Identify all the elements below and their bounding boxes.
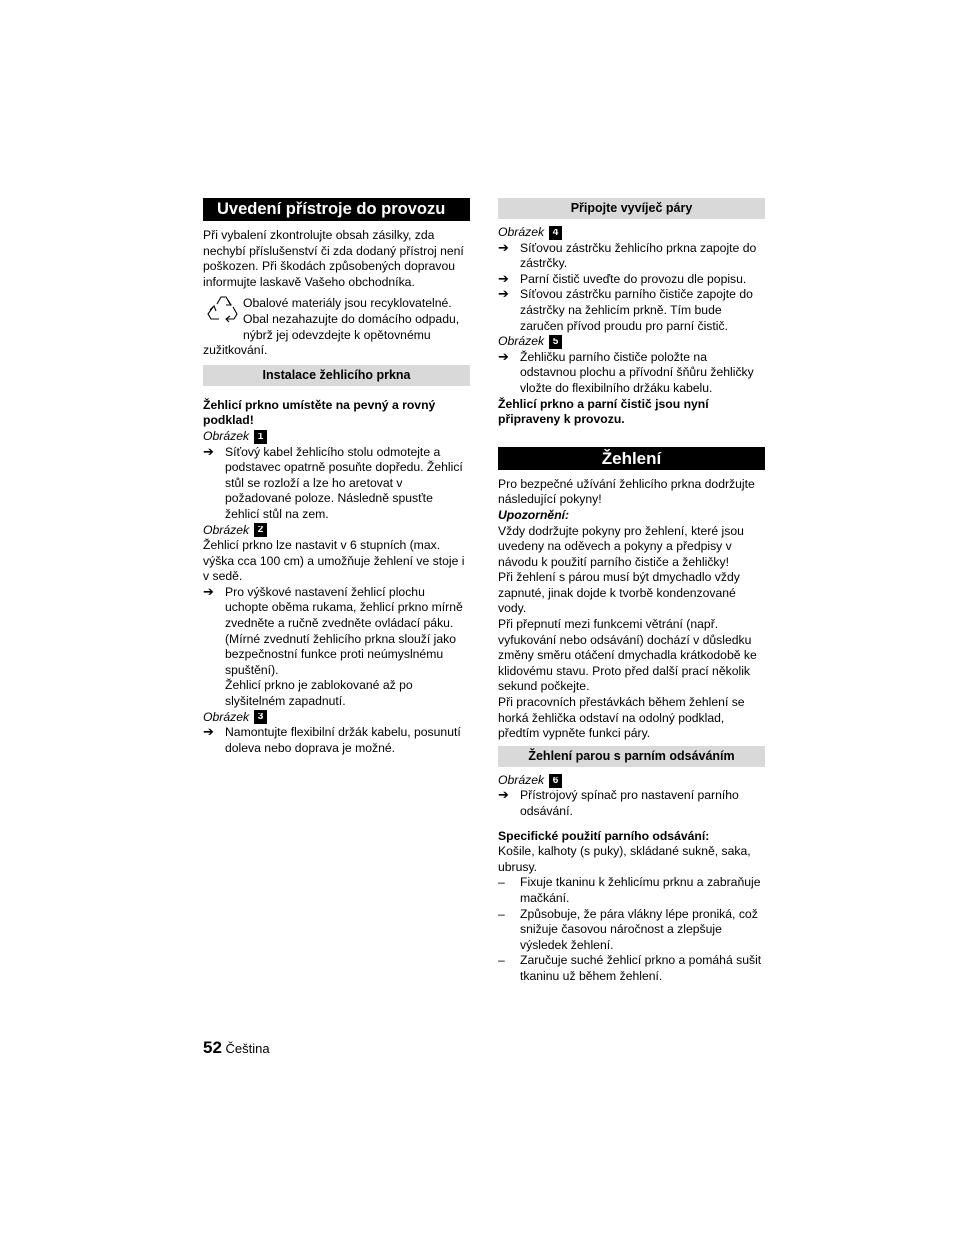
arrow-right-icon: ➔ — [498, 287, 509, 303]
heading-steam-suction: Žehlení parou s parním odsáváním — [498, 746, 765, 767]
step-item: ➔ Síťovou zástrčku žehlicího prkna zapojte do zástrčky. — [498, 240, 757, 271]
arrow-right-icon: ➔ — [203, 444, 214, 460]
arrow-right-icon: ➔ — [203, 725, 214, 741]
arrow-right-icon: ➔ — [498, 349, 509, 365]
heading-ironing: Žehlení — [498, 447, 765, 470]
warning-text-1: Vždy dodržujte pokyny pro žehlení, které jsou uvedeny na oděvech a pokyny a předpisy v návodu k použití parního čističe a žehličky! — [498, 523, 744, 569]
specific-use-label: Specifické použití parního odsávání: — [498, 828, 710, 843]
warning-text-2: Při žehlení s párou musí být dmychadlo vždy zapnuté, jinak dojde k tvorbě kondenzované vody. — [498, 570, 740, 616]
clothes-list: Košile, kalhoty (s puky), skládané sukně, saka, ubrusy. — [498, 844, 751, 874]
warning-text-4: Při pracovních přestávkách během žehlení se horká žehlička odstaví na odolný podklad, předtím vypněte funkci páry. — [498, 695, 745, 741]
arrow-right-icon: ➔ — [203, 584, 214, 600]
list-item: – Fixuje tkaninu k žehlicímu prknu a zabraňuje mačkání. — [498, 875, 761, 905]
recycle-note — [203, 296, 470, 343]
arrow-right-icon: ➔ — [498, 240, 509, 256]
step-item: ➔ Pro výškové nastavení žehlicí plochu uchopte oběma rukama, žehlicí prkno mírně zvedněte a ručně zvedněte ovládací páku. (Mírné zvednutí žehlicího prkna slouží jako bezpečnostní funkce proti neúmyslnému spuštění). — [203, 584, 463, 677]
placement-warning: Žehlicí prkno umístěte na pevný a rovný podklad! — [203, 397, 436, 428]
arrow-right-icon: ➔ — [498, 271, 509, 287]
figure-ref-2: Obrázek 2 — [203, 523, 470, 539]
figure-ref-3: Obrázek 3 — [203, 710, 470, 726]
page-number: 52 — [203, 1038, 222, 1057]
list-item: – Zaručuje suché žehlicí prkno a pomáhá sušit tkaninu už během žehlení. — [498, 953, 762, 983]
list-item: – Způsobuje, že pára vlákny lépe proniká, což snižuje časovou náročnost a zlepšuje výsledek žehlení. — [498, 906, 758, 952]
figure-number-badge: 3 — [254, 710, 267, 724]
intro-paragraph: Při vybalení zkontrolujte obsah zásilky, zda nechybí příslušenství či zda dodaný přístroj není poškozen. Při škodách způsobených dopravou informujte laskavě Vašeho obchodníka. — [203, 228, 464, 289]
right-column — [498, 198, 765, 985]
heading-commissioning: Uvedení přístroje do provozu — [203, 198, 470, 221]
ironing-intro: Pro bezpečné užívání žehlicího prkna dodržujte následující pokyny! — [498, 476, 755, 507]
step-item: ➔ Přístrojový spínač pro nastavení parního odsávání. — [498, 788, 739, 818]
ready-statement: Žehlicí prkno a parní čistič jsou nyní připraveny k provozu. — [498, 396, 709, 427]
figure-ref-6: Obrázek 6 — [498, 773, 765, 789]
page-footer — [203, 1040, 270, 1057]
figure-number-badge: 4 — [549, 226, 562, 240]
figure-ref-5: Obrázek 5 — [498, 334, 765, 350]
warning-label: Upozornění: — [498, 507, 570, 522]
heading-board-setup: Instalace žehlicího prkna — [203, 365, 470, 386]
heading-connect-steam: Připojte vyvíječ páry — [498, 198, 765, 219]
step-item: ➔ Síťovou zástrčku parního čističe zapojte do zástrčky na žehlicím prkně. Tím bude zaručen přívod proudu pro parní čistič. — [498, 287, 753, 333]
warning-text-3: Při přepnutí mezi funkcemi větrání (např. vyfukování nebo odsávání) dochází v důsledku změny směru otáčení dmychadla krátkodobě ke klidovému stavu. Proto před další prací několik sekund počkejte. — [498, 617, 757, 694]
left-column — [203, 198, 470, 756]
lock-note: Žehlicí prkno je zablokované až po slyšitelném zapadnutí. — [225, 678, 413, 709]
height-paragraph: Žehlicí prkno lze nastavit v 6 stupních (max. výška cca 100 cm) a umožňuje žehlení ve stoje i v sedě. — [203, 538, 465, 584]
figure-ref-1: Obrázek 1 — [203, 429, 470, 445]
figure-number-badge: 2 — [254, 523, 267, 537]
figure-number-badge: 6 — [549, 774, 562, 788]
figure-number-badge: 5 — [549, 335, 562, 349]
step-item: ➔ Parní čistič uveďte do provozu dle popisu. — [498, 271, 747, 287]
recycle-icon — [203, 294, 243, 324]
step-item: ➔ Síťový kabel žehlicího stolu odmotejte a podstavec opatrně posuňte dopředu. Žehlicí stůl se rozloží a lze ho aretovat v požadované poloze. Následně spusťte žehlicí stůl na zem. — [203, 444, 463, 521]
language-label: Čeština — [225, 1041, 270, 1056]
step-item: ➔ Namontujte flexibilní držák kabelu, posunutí doleva nebo doprava je možné. — [203, 725, 461, 755]
step-item: ➔ Žehličku parního čističe položte na odstavnou plochu a přívodní šňůru žehličky vložte do flexibilního držáku kabelu. — [498, 349, 754, 395]
figure-ref-4: Obrázek 4 — [498, 225, 765, 241]
arrow-right-icon: ➔ — [498, 788, 509, 804]
recycle-text-end: zužitkování. — [203, 343, 268, 358]
recycle-text: Obalové materiály jsou recyklovatelné. Obal nezahazujte do domácího odpadu, nýbrž jej odevzdejte k opětovnému — [243, 296, 460, 342]
figure-number-badge: 1 — [254, 430, 267, 444]
